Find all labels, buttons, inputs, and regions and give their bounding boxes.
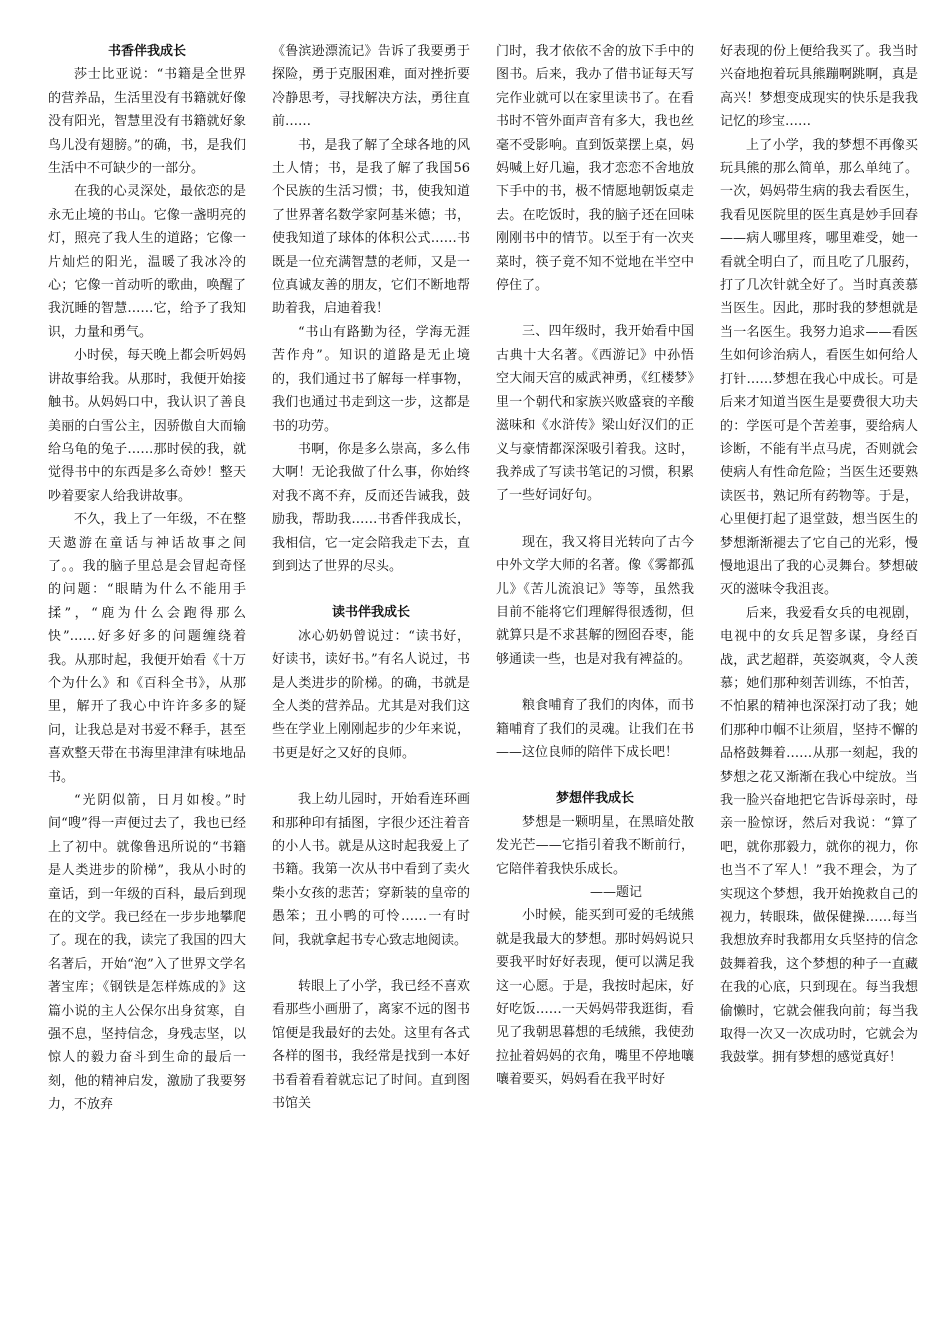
paragraph: 小时候，能买到可爱的毛绒熊就是我最大的梦想。那时妈妈说只要我平时好好表现，便可以满足我这一心愿。于是，我按时起床，好好吃饭……一天妈妈带我逛街，看见了我朝思暮想的毛绒熊，我使劲拉扯着妈妈的衣角，嘴里不停地嚷嚷着要买，妈妈看在我平时好: [496, 908, 694, 1088]
paragraph: 书啊，你是多么崇高，多么伟大啊！无论我做了什么事，你始终对我不离不弃，反而还告诫我，鼓励我，帮助我……书香伴我成长，我相信，它一定会陪我走下去，直到到达了世界的尽头。: [272, 441, 470, 574]
paragraph: 转眼上了小学，我已经不喜欢看那些小画册了，离家不远的图书馆便是我最好的去处。这里有各式各样的图书，我经常是找到一本好书看着看着就忘记了时间。直到图书馆关: [272, 979, 470, 1112]
epigraph-signature: ——题记: [589, 885, 642, 900]
epigraph: 梦想是一颗明星，在黑暗处散发光芒——它指引着我不断前行，它陪伴着我快乐成长。: [496, 814, 694, 877]
paragraph: 粮食哺育了我们的肉体，而书籍哺育了我们的灵魂。让我们在书——这位良师的陪伴下成长吧！: [496, 698, 694, 760]
spacer: [496, 764, 694, 787]
paragraph: 好表现的份上便给我买了。我当时兴奋地抱着玩具熊蹦啊跳啊，真是高兴！梦想变成现实的快乐是我我记忆的珍宝……: [720, 44, 918, 130]
spacer: [496, 297, 694, 320]
column-4: [720, 40, 918, 1332]
column-2: [272, 40, 470, 1332]
spacer: [496, 671, 694, 694]
spacer: [272, 765, 470, 788]
column-3: [496, 40, 694, 1332]
paragraph: 上了小学，我的梦想不再像买玩具熊的那么简单，那么单纯了。一次，妈妈带生病的我去看医生，我看见医院里的医生真是妙手回春——病人哪里疼，哪里难受，她一看就全明白了，而且吃了几服药，打了几次针就全好了。当时真羡慕当医生。因此，那时我的梦想就是当一名医生。我努力追求——看医生如何诊治病人，看医生如何给人打针……梦想在我心中成长。可是后来才知道当医生是要费很大功夫的：学医可是个苦差事，要给病人诊断，不能有半点马虎，否则就会使病人有性命危险；当医生还要熟读医书，熟记所有药物等。于是，心里便打起了退堂鼓，想当医生的梦想渐渐褪去了它自己的光彩，慢慢地退出了我的心灵舞台。梦想破灭的滋味令我沮丧。: [720, 137, 918, 598]
paragraph: 三、四年级时，我开始看中国古典十大名著。《西游记》中孙悟空大闹天宫的威武神勇，《红楼梦》里一个朝代和家族兴败盛衰的辛酸滋味和《水浒传》梁山好汉们的正义与豪情都深深吸引着我。这时，我养成了写读书笔记的习惯，积累了一些好词好句。: [496, 324, 694, 504]
column-1: [48, 40, 246, 1332]
essay-title: 书香伴我成长: [107, 44, 186, 59]
paragraph: “光阴似箭，日月如梭。”时间“嗖”得一声便过去了，我也已经上了初中。就像鲁迅所说的“书籍是人类进步的阶梯”，我从小时的童话，到一年级的百科，最后到现在的文学。我已经在一步步地攀爬了。现在的我，读完了我国的四大名著后，开始“泡”入了世界文学名著宝库；《钢铁是怎样炼成的》这篇小说的主人公保尔出身贫寒，自强不息，坚持信念，身残志坚，以惊人的毅力奋斗到生命的最后一刻，他的精神启发，激励了我要努力，不放弃: [48, 793, 246, 1113]
paragraph: 不久，我上了一年级，不在整天遨游在童话与神话故事之间了。。我的脑子里总是会冒起奇怪的问题：“眼睛为什么不能用手揉”，“鹿为什么会跑得那么快”……好多好多的问题缠绕着我。从那时起，我便开始看《十万个为什么》和《百科全书》，从那里，解开了我心中许许多多的疑问，让我总是对书爱不释手，甚至喜欢整天带在书海里津津有味地品书。: [48, 512, 246, 785]
paragraph: 莎士比亚说：“书籍是全世界的营养品，生活里没有书籍就好像没有阳光，智慧里没有书籍就好象鸟儿没有翅膀。”的确，书，是我们生活中不可缺少的一部分。: [48, 67, 246, 177]
paragraph: 现在，我又将目光转向了古今中外文学大师的名著。像《雾都孤儿》《苦儿流浪记》等等，虽然我目前不能将它们理解得很透彻，但就算只是不求甚解的囫囵吞枣，能够通读一些，也是对我有裨益的。: [496, 534, 694, 667]
paragraph: 在我的心灵深处，最依恋的是永无止境的书山。它像一盏明亮的灯，照亮了我人生的道路；它像一片灿烂的阳光，温暖了我冰冷的心；它像一首动听的歌曲，唤醒了我沉睡的智慧……它，给予了我知识，力量和勇气。: [48, 184, 246, 340]
paragraph: 我上幼儿园时，开始看连环画和那种印有插图，字很少还注着音的小人书。就是从这时起我爱上了书籍。我第一次从书中看到了卖火柴小女孩的悲苦；穿新装的皇帝的愚笨；丑小鸭的可怜……一有时间，我就拿起书专心致志地阅读。: [272, 792, 470, 948]
paragraph: 门时，我才依依不舍的放下手中的图书。后来，我办了借书证每天写完作业就可以在家里读书了。在看书时不管外面声音有多大，我也丝毫不受影响。直到饭菜摆上桌，妈妈喊上好几遍，我才恋恋不舍地放下手中的书，极不情愿地朝饭桌走去。在吃饭时，我的脑子还在回味刚刚书中的情节。以至于有一次夹菜时，筷子竟不知不觉地在半空中停住了。: [496, 44, 694, 294]
paragraph: 书，是我了解了全球各地的风土人情；书，是我了解了我国56个民族的生活习惯；书，使我知道了世界著名数学家阿基米德；书，使我知道了球体的体积公式……书既是一位充满智慧的老师，又是一位真诚友善的朋友，它们不断地帮助着我，启迪着我！: [272, 137, 470, 317]
paragraph: “书山有路勤为径，学海无涯苦作舟”。知识的道路是无止境的，我们通过书了解每一样事物，我们也通过书走到这一步，这都是书的功劳。: [272, 324, 470, 434]
paragraph: 《鲁滨逊漂流记》告诉了我要勇于探险，勇于克服困难，面对挫折要冷静思考，寻找解决方法，勇往直前……: [272, 44, 470, 130]
spacer: [272, 952, 470, 975]
spacer: [496, 508, 694, 531]
essay-title: 梦想伴我成长: [555, 791, 634, 807]
essay-title: 读书伴我成长: [331, 605, 410, 621]
paragraph: 小时侯，每天晚上都会听妈妈讲故事给我。从那时，我便开始接触书。从妈妈口中，我认识了善良美丽的白雪公主，因骄傲自大而输给乌龟的兔子……那时侯的我，就觉得书中的东西是多么奇妙！整天吵着要家人给我讲故事。: [48, 348, 246, 504]
paragraph: 冰心奶奶曾说过：“读书好，好读书，读好书。”有名人说过，书是人类进步的阶梯。的确，书就是全人类的营养品。尤其是对我们这些在学业上刚刚起步的少年来说，书更是好之又好的良师。: [272, 628, 470, 761]
text-columns: [48, 40, 918, 1332]
paragraph: 后来，我爱看女兵的电视剧，电视中的女兵足智多谋，身经百战，武艺超群，英姿飒爽，令人羡慕；她们那种刻苦训练，不怕苦，不怕累的精神也深深打动了我；她们那种巾帼不让须眉，坚持不懈的品格鼓舞着……从那一刻起，我的梦想之花又渐渐在我心中绽放。当我一脸兴奋地把它告诉母亲时，母亲一脸惊讶，然后对我说：“算了吧，就你那毅力，就你的视力，你也当不了军人！”我不理会，为了实现这个梦想，我开始挽救自己的视力，转眼珠，做保健操……每当我想放弃时我都用女兵坚持的信念鼓舞着我，这个梦想的种子一直藏在我的心底，只到现在。每当我想偷懒时，它就会催我向前；每当我取得一次又一次成功时，它就会为我鼓掌。拥有梦想的感觉真好！: [720, 605, 918, 1066]
spacer: [272, 578, 470, 601]
